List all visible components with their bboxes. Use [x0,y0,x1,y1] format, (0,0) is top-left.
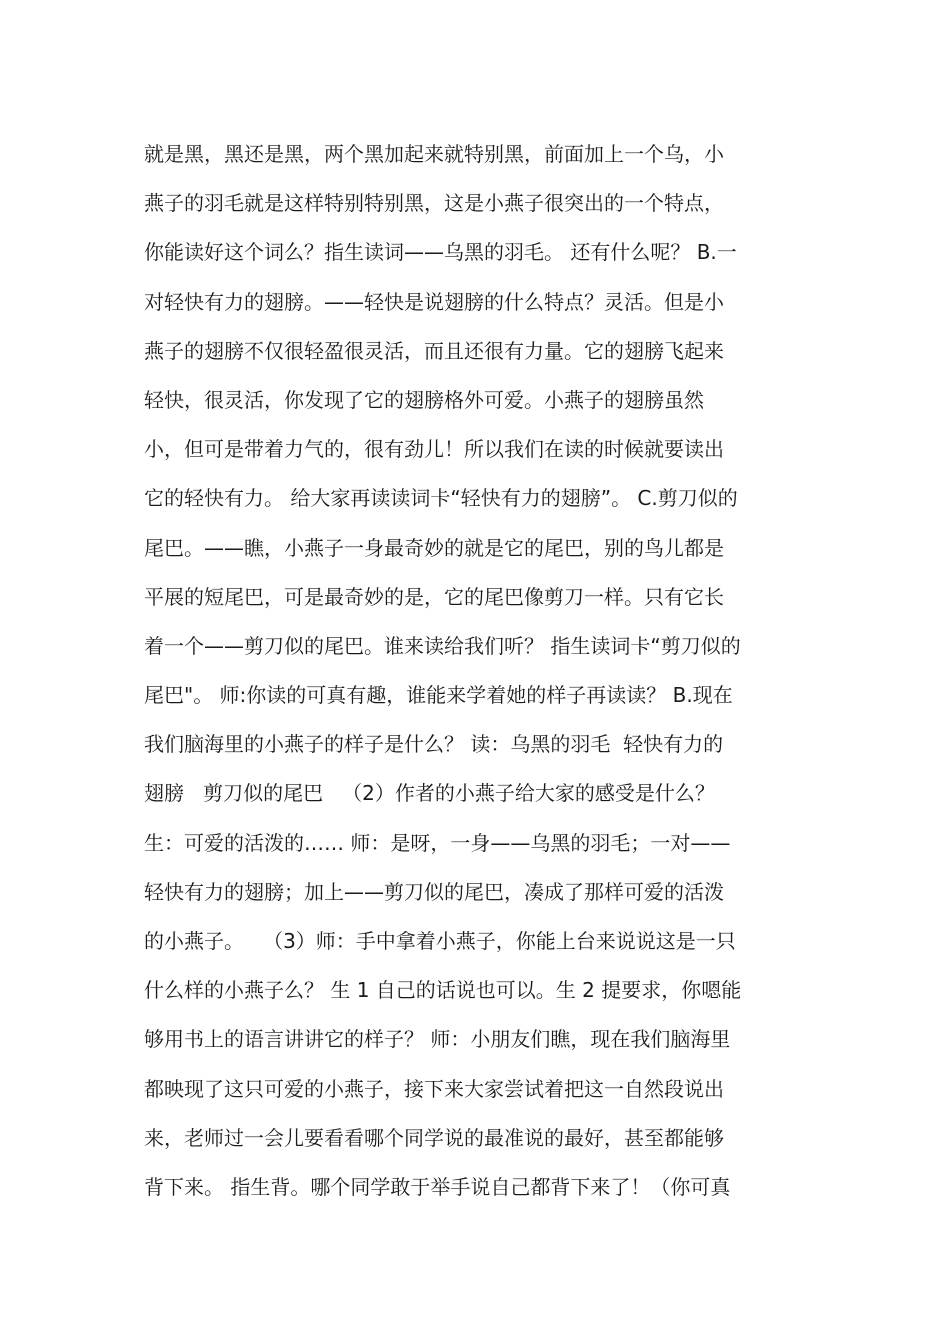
text-line: 尾巴"。 师:你读的可真有趣，谁能来学着她的样子再读读？ B.现在 [144,683,733,708]
text-line: 小，但可是带着力气的，很有劲儿！所以我们在读的时候就要读出 [144,437,724,462]
text-line: 轻快，很灵活，你发现了它的翅膀格外可爱。小燕子的翅膀虽然 [144,387,704,412]
text-line: 对轻快有力的翅膀。——轻快是说翅膀的什么特点？灵活。但是小 [144,289,724,314]
text-line: 着一个——剪刀似的尾巴。谁来读给我们听？ 指生读词卡“剪刀似的 [144,633,741,658]
body-text [144,130,808,1212]
text-line: 你能读好这个词么？指生读词——乌黑的羽毛。 还有什么呢？ B.一 [144,240,737,265]
text-line: 它的轻快有力。 给大家再读读词卡“轻快有力的翅膀”。 C.剪刀似的 [144,486,738,511]
text-line: 尾巴。——瞧，小燕子一身最奇妙的就是它的尾巴，别的鸟儿都是 [144,535,724,560]
text-line: 来，老师过一会儿要看看哪个同学说的最准说的最好，甚至都能够 [144,1125,724,1150]
text-line: 燕子的翅膀不仅很轻盈很灵活，而且还很有力量。它的翅膀飞起来 [144,338,724,363]
text-line: 我们脑海里的小燕子的样子是什么？ 读：乌黑的羽毛 轻快有力的 [144,732,724,757]
text-line: 都映现了这只可爱的小燕子，接下来大家尝试着把这一自然段说出 [144,1076,724,1101]
text-line: 燕子的羽毛就是这样特别特别黑，这是小燕子很突出的一个特点， [144,191,724,216]
text-line: 轻快有力的翅膀；加上——剪刀似的尾巴，凑成了那样可爱的活泼 [144,879,724,904]
text-line: 翅膀 剪刀似的尾巴 （2）作者的小燕子给大家的感受是什么？ [144,781,715,806]
text-line: 的小燕子。 （3）师：手中拿着小燕子，你能上台来说说这是一只 [144,929,736,953]
text-line: 什么样的小燕子么？ 生 1 自己的话说也可以。生 2 提要求，你嗯能 [144,978,742,1003]
text-line: 就是黑，黑还是黑，两个黑加起来就特别黑，前面加上一个乌，小 [144,142,724,166]
text-line: 够用书上的语言讲讲它的样子？ 师：小朋友们瞧，现在我们脑海里 [144,1027,731,1052]
text-line: 平展的短尾巴，可是最奇妙的是，它的尾巴像剪刀一样。只有它长 [144,584,724,609]
text-line: 生：可爱的活泼的…… 师：是呀，一身——乌黑的羽毛；一对—— [144,830,731,855]
text-line: 背下来。 指生背。哪个同学敢于举手说自己都背下来了！（你可真 [144,1174,731,1199]
